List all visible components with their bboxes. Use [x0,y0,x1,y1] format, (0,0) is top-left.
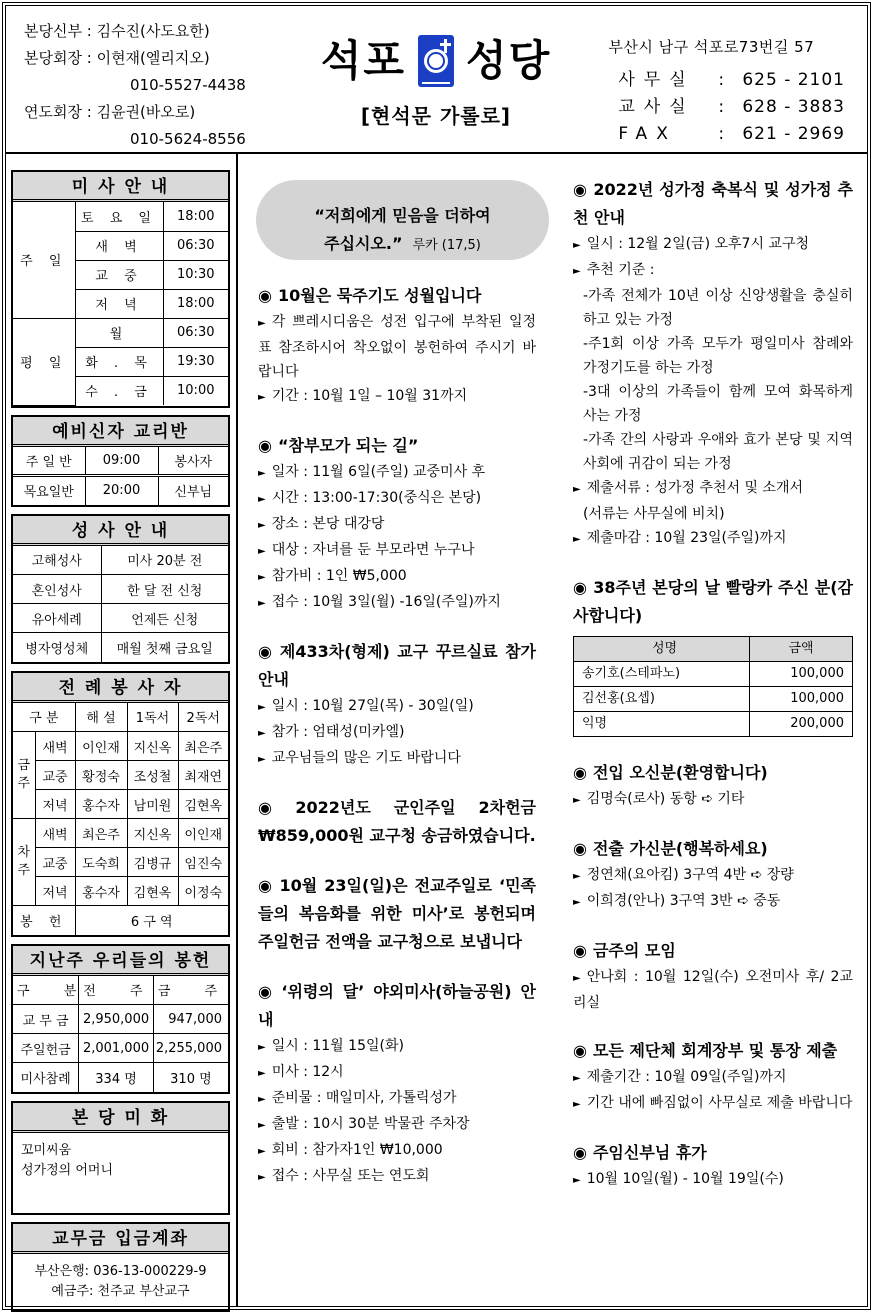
yeondo-phone: 010-5624-8556 [130,130,246,148]
notice-line: ► 김명숙(로사) 동항 ➪ 기타 [573,791,745,807]
notice-section [258,432,536,616]
mass-schedule-table: 주 일 토 요 일 18:00 새 벽 06:30 교 중 10:30 저 녁 18:00 평 일 월 06:30 화 . 목 19:30 수 . 금 10:00 [13,202,228,406]
mass-schedule-box [11,170,230,408]
notice-section [258,282,536,410]
bullet-icon: ◉ [573,839,587,858]
liturgy-volunteers-box [11,671,230,937]
sacrament-table: 고해성사 미사 20분 전 혼인성사 한 달 전 신청 유아세례 언제든 신청 병자영성체 매월 첫째 금요일 [13,546,228,662]
account-info [13,1254,228,1310]
address: 부산시 남구 석포로73번길 57 [608,38,815,56]
arrow-icon: ► [258,728,266,739]
notice-title: ◉ 2022년 성가정 축복식 및 성가정 추천 안내 [573,180,853,227]
arrow-icon: ► [573,534,581,545]
arrow-icon: ► [573,973,581,984]
notice-title: ◉ 모든 제단체 회계장부 및 통장 제출 [573,1041,838,1060]
notice-line: ► 제출마감 : 10월 23일(주일)까지 [573,530,787,546]
notice-title: ◉ 38주년 본당의 날 빨랑카 주신 분(감사합니다) [573,578,854,625]
liturgy-title: 전 례 봉 사 자 [13,673,228,703]
notice-line: ► 대상 : 자녀를 둔 부모라면 누구나 [258,542,475,558]
account-box [11,1222,230,1312]
notice-section [573,1037,853,1117]
account-holder: 예금주: 천주교 부산교구 [51,1283,190,1299]
notice-line: ► 기간 내에 빠짐없이 사무실로 제출 바랍니다 [573,1095,853,1111]
bullet-icon: ◉ [573,578,588,597]
donor-name: 송기호(스테파노) [574,662,750,687]
notice-line: ► 교우님들의 많은 기도 바랍니다 [258,750,461,766]
bullet-icon: ◉ [573,180,588,199]
pastor-label: 본당신부 : [24,22,92,40]
notice-section [573,835,853,915]
arrow-icon: ► [258,1042,266,1053]
donation-amount: 100,000 [750,687,853,712]
donation-row [574,662,853,687]
arrow-icon: ► [258,520,266,531]
offerings-box [11,944,230,1094]
this-week-label: 금주 [13,732,35,819]
bullet-icon: ◉ [573,1041,587,1060]
notice-title: ◉ 주임신부님 휴가 [573,1143,707,1162]
arrow-icon: ► [573,1073,581,1084]
offerings-title: 지난주 우리들의 봉헌 [13,946,228,976]
notice-line: ► 일자 : 11월 6일(주일) 교중미사 후 [258,464,486,480]
catechumen-title: 예비신자 교리반 [13,417,228,447]
arrow-icon: ► [573,1099,581,1110]
notice-line: ► 기간 : 10월 1일 – 10월 31까지 [258,388,468,404]
notice-line: ► 장소 : 본당 대강당 [258,516,385,532]
notice-line: -가족 전체가 10년 이상 신앙생활을 충실히 하고 있는 가정 [583,288,853,328]
president-label: 본당회장 : [24,49,92,67]
donation-amount: 100,000 [750,662,853,687]
liturgy-table: 구 분 해 설 1독서 2독서 금주 새벽 이인재 지신옥 최은주 교중 황정숙 조성철 최재연 저녁 홍수자 남미원 김현옥 차주 새벽 최은주 지신옥 이인재 교중 도숙희 김병규 임진숙 저녁 홍수자 김현옥 이정숙 봉 헌 6 구 역 [13,703,228,935]
notice-line: ► 추천 기준 : [573,262,655,278]
sacrament-box [11,514,230,664]
sidebar [11,170,230,1312]
bank-account: 부산은행: 036-13-000229-9 [34,1263,207,1279]
notice-section [573,176,853,552]
notice-line: ► 출발 : 10시 30분 박물관 주차장 [258,1116,470,1132]
notice-line: -주1회 이상 가족 모두가 평일미사 참례와 가정기도를 하는 가정 [583,336,853,376]
notice-section [573,1139,853,1193]
bullet-icon: ◉ [258,982,276,1001]
arrow-icon: ► [573,266,581,277]
arrow-icon: ► [258,1146,266,1157]
bullet-icon: ◉ [573,941,587,960]
arrow-icon: ► [258,598,266,609]
bulletin-header [6,6,867,154]
donation-table [573,636,853,737]
notice-title: ◉ 제433차(형제) 교구 꾸르실료 참가 안내 [258,642,536,689]
offerings-table: 구 분 전 주 금 주 교 무 금 2,950,000 947,000 주일헌금 2,001,000 2,255,000 미사참례 334 명 310 명 [13,976,228,1092]
column-divider [236,154,238,1306]
bullet-icon: ◉ [573,763,587,782]
altar-flowers-title: 본 당 미 화 [13,1103,228,1133]
scripture-quote: “저희에게 믿음을 더하여 주십시오.” 루카 (17,5) [256,180,549,260]
notice-line: ► 참가 : 엄태성(미카엘) [258,724,405,740]
notice-line: ► 일시 : 11월 15일(화) [258,1038,404,1054]
arrow-icon: ► [258,702,266,713]
donation-row [574,712,853,737]
notice-section [258,978,536,1190]
notice-line: ► 이희경(안나) 3구역 3반 ➪ 중동 [573,893,781,909]
donor-name: 김선홍(요셉) [574,687,750,712]
mass-schedule-title: 미 사 안 내 [13,172,228,202]
arrow-icon: ► [258,1068,266,1079]
notice-line: ► 각 쁘레시디움은 성전 입구에 부착된 일정표 참조하시어 착오없이 봉헌하여 주시기 바랍니다 [258,314,536,380]
notice-section [573,574,853,737]
arrow-icon: ► [573,484,581,495]
bullet-icon: ◉ [573,1143,587,1162]
president-phone: 010-5527-4438 [130,76,246,94]
sunday-label: 주 일 [13,202,75,318]
arrow-icon: ► [573,1175,581,1186]
account-title: 교무금 입금계좌 [13,1224,228,1254]
notice-line: ► 접수 : 10월 3일(월) -16일(주일)까지 [258,594,501,610]
arrow-icon: ► [258,318,266,329]
bullet-icon: ◉ [258,286,272,305]
bullet-icon: ◉ [258,642,274,661]
contact-info [608,34,845,148]
next-week-label: 차주 [13,819,35,906]
notice-line: -3대 이상의 가족들이 함께 모여 화목하게 사는 가정 [583,384,853,424]
notice-title: ◉ ‘위령의 달’ 야외미사(하늘공원) 안내 [258,982,537,1029]
notice-section [258,638,536,772]
notice-section [573,937,853,1015]
contact-fax: FAX : 621 - 2969 [618,124,845,144]
church-logo-icon [418,35,454,87]
notice-title: ◉ 10월은 묵주기도 성월입니다 [258,286,482,305]
church-name-right: 성당 [466,36,552,85]
notice-line: -가족 간의 사랑과 우애와 효가 본당 및 지역사회에 귀감이 되는 가정 [583,432,853,472]
weekday-label: 평 일 [13,318,75,405]
catechumen-box [11,415,230,507]
bullet-icon: ◉ [258,436,272,455]
notice-line: ► 일시 : 10월 27일(목) - 30일(일) [258,698,474,714]
altar-flowers-box [11,1101,230,1215]
donation-header: 금액 [750,637,853,662]
arrow-icon: ► [258,754,266,765]
bullet-icon: ◉ [258,876,274,895]
yeondo-label: 연도회장 : [24,103,92,121]
pastor-name: 김수진(사도요한) [96,22,210,40]
catechumen-table: 주 일 반 09:00 봉사자 목요일반 20:00 신부님 [13,447,228,505]
notice-title: ◉ 전입 오신분(환영합니다) [573,763,768,782]
church-title-block [306,34,566,129]
notice-line: ► 참가비 : 1인 ₩5,000 [258,568,407,584]
arrow-icon: ► [258,546,266,557]
main-column-left [258,180,536,1190]
altar-flowers-list: 꼬미씨움 성가정의 어머니 [21,1142,114,1178]
notice-title: ◉ 2022년도 군인주일 2차헌금 ₩859,000원 교구청 송금하였습니다. [258,798,536,845]
donation-header: 성명 [574,637,750,662]
sacrament-title: 성 사 안 내 [13,516,228,546]
notice-line: (서류는 사무실에 비치) [583,506,725,522]
notice-title: ◉ 전출 가신분(행복하세요) [573,839,768,858]
donation-row [574,687,853,712]
yeondo-name: 김윤권(바오로) [96,103,196,121]
notice-line: ► 제출서류 : 성가정 추천서 및 소개서 [573,480,804,496]
notice-title: ◉ “참부모가 되는 길” [258,436,419,455]
contact-teachers-room: 교사실 : 628 - 3883 [618,97,845,117]
notice-line: ► 정연채(요아킴) 3구역 4반 ➪ 장량 [573,867,794,883]
notice-section [573,759,853,813]
arrow-icon: ► [573,897,581,908]
contact-office: 사무실 : 625 - 2101 [618,70,845,90]
notice-title: ◉ 금주의 모임 [573,941,676,960]
arrow-icon: ► [573,240,581,251]
notice-line: ► 10월 10일(월) - 10월 19일(수) [573,1171,784,1187]
notice-line: ► 안나회 : 10월 12일(수) 오전미사 후/ 2교리실 [573,969,853,1011]
arrow-icon: ► [258,1172,266,1183]
arrow-icon: ► [258,468,266,479]
notice-section [258,794,536,850]
arrow-icon: ► [573,871,581,882]
notice-line: ► 제출기간 : 10월 09일(주일)까지 [573,1069,787,1085]
arrow-icon: ► [258,572,266,583]
notice-section [258,872,536,956]
staff-info [24,18,246,153]
arrow-icon: ► [258,494,266,505]
donation-amount: 200,000 [750,712,853,737]
notice-title: ◉ 10월 23일(일)은 전교주일로 ‘민족들의 복음화를 위한 미사’로 봉헌되며 주일헌금 전액을 교구청으로 보냅니다 [258,876,536,951]
arrow-icon: ► [258,392,266,403]
notice-line: ► 준비물 : 매일미사, 가톨릭성가 [258,1090,457,1106]
president-name: 이현재(엘리지오) [96,49,210,67]
main-column-right [573,176,853,1193]
arrow-icon: ► [573,795,581,806]
bullet-icon: ◉ [258,798,290,817]
notice-line: ► 미사 : 12시 [258,1064,344,1080]
arrow-icon: ► [258,1120,266,1131]
donor-name: 익명 [574,712,750,737]
arrow-icon: ► [258,1094,266,1105]
notice-line: ► 일시 : 12월 2일(금) 오후7시 교구청 [573,236,809,252]
church-name-left: 석포 [320,36,406,85]
patron-saint: [현석문 가롤로] [360,104,512,128]
notice-line: ► 접수 : 사무실 또는 연도회 [258,1168,430,1184]
notice-line: ► 회비 : 참가자1인 ₩10,000 [258,1142,443,1158]
notice-line: ► 시간 : 13:00-17:30(중식은 본당) [258,490,482,506]
